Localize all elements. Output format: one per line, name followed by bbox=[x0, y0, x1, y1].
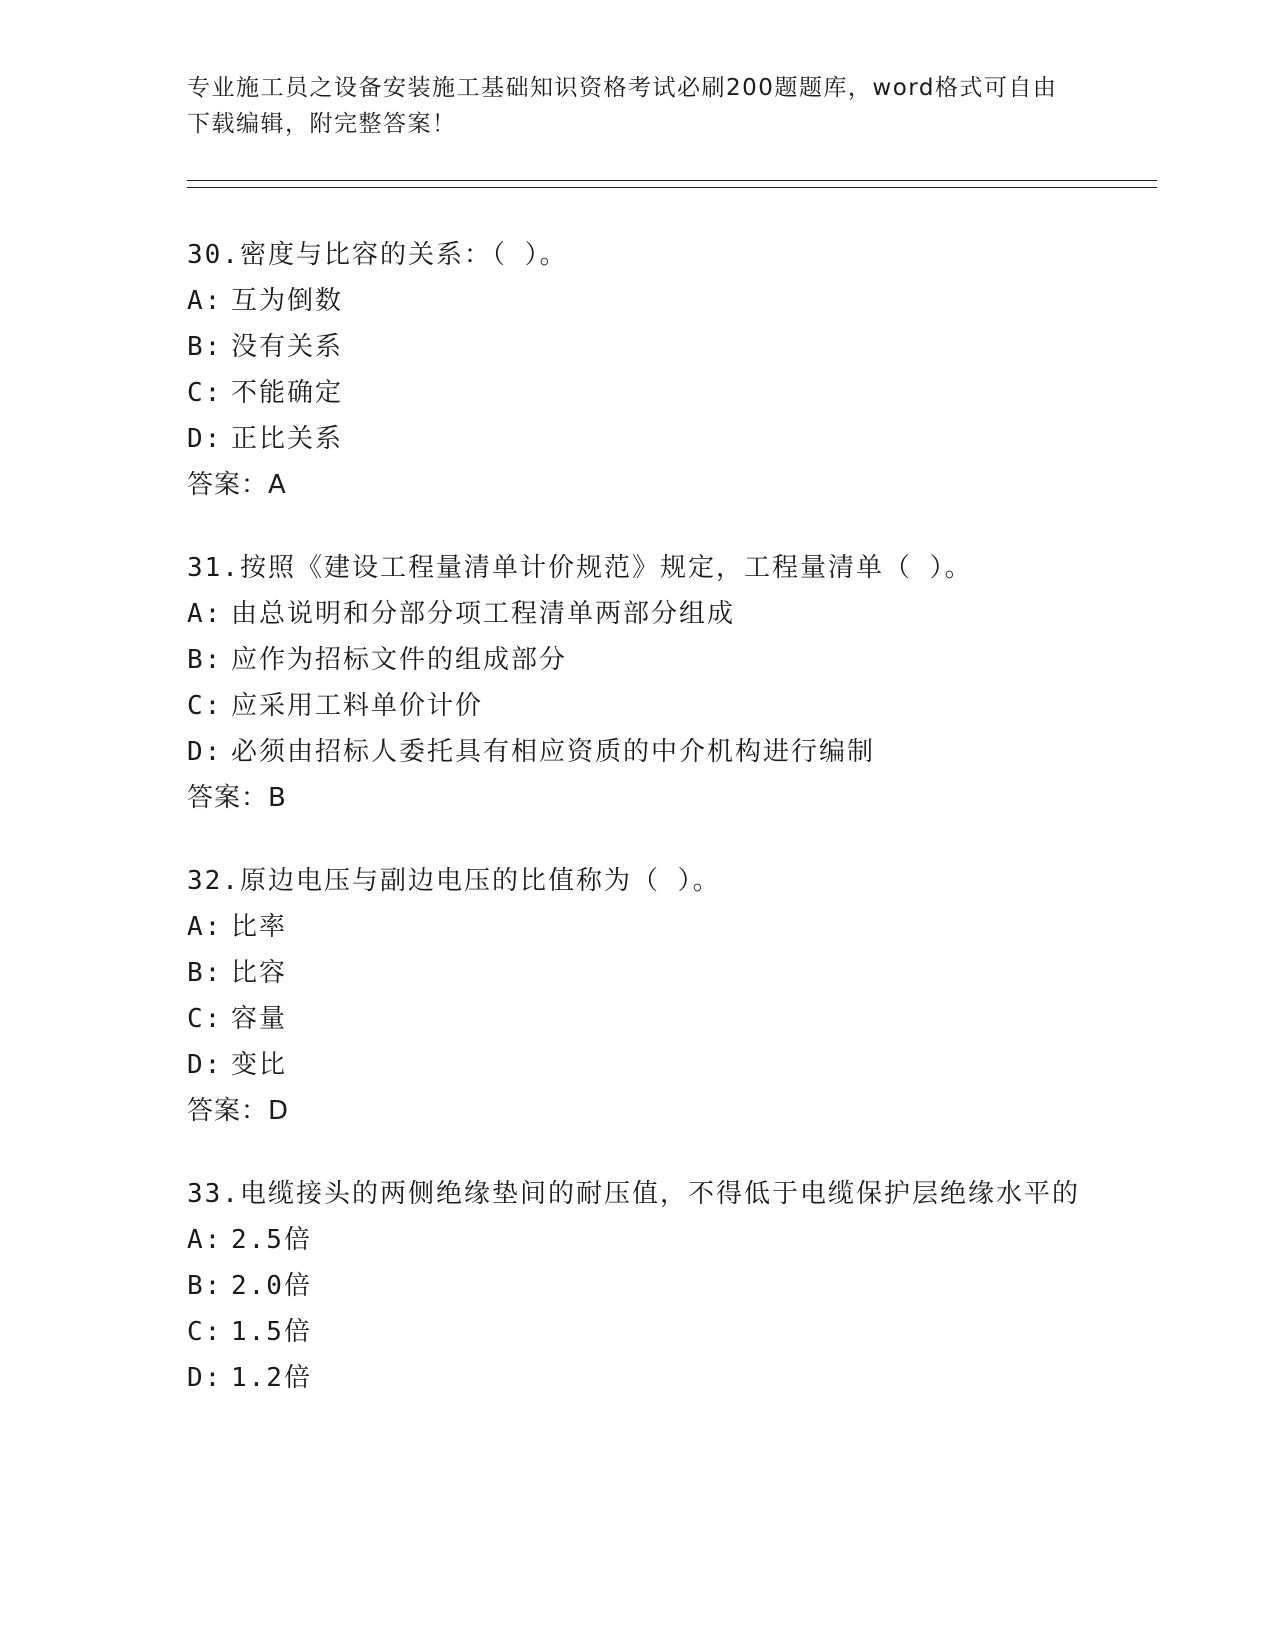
option-text: 2.5倍 bbox=[231, 1225, 312, 1255]
option-letter: D: bbox=[187, 737, 223, 767]
question-stem: 33.电缆接头的两侧绝缘垫间的耐压值，不得低于电缆保护层绝缘水平的 bbox=[187, 1179, 1080, 1209]
option-text: 互为倒数 bbox=[231, 286, 344, 316]
option-letter: D: bbox=[187, 1363, 223, 1393]
option-letter: C: bbox=[187, 1317, 223, 1347]
question-32 bbox=[187, 858, 1107, 1134]
option-text: 应作为招标文件的组成部分 bbox=[231, 645, 568, 675]
option-text: 由总说明和分部分项工程清单两部分组成 bbox=[231, 599, 736, 629]
document-header: 专业施工员之设备安装施工基础知识资格考试必刷200题题库，word格式可自由下载编辑，附完整答案！ bbox=[187, 75, 1058, 137]
option-letter: C: bbox=[187, 691, 223, 721]
option-b bbox=[187, 637, 1107, 683]
option-text: 必须由招标人委托具有相应资质的中介机构进行编制 bbox=[231, 737, 876, 767]
option-letter: D: bbox=[187, 1050, 223, 1080]
option-text: 没有关系 bbox=[231, 332, 344, 362]
option-letter: B: bbox=[187, 332, 223, 362]
question-list bbox=[187, 232, 1107, 1438]
option-text: 比率 bbox=[231, 912, 288, 942]
question-33 bbox=[187, 1171, 1107, 1401]
option-a bbox=[187, 904, 1107, 950]
option-c bbox=[187, 370, 1107, 416]
question-31 bbox=[187, 545, 1107, 821]
option-letter: B: bbox=[187, 645, 223, 675]
header-divider bbox=[187, 180, 1157, 188]
answer-line: 答案：B bbox=[187, 783, 287, 813]
question-stem: 32.原边电压与副边电压的比值称为（ ）。 bbox=[187, 866, 721, 896]
option-a bbox=[187, 278, 1107, 324]
option-letter: B: bbox=[187, 958, 223, 988]
option-letter: C: bbox=[187, 378, 223, 408]
option-letter: B: bbox=[187, 1271, 223, 1301]
option-text: 容量 bbox=[231, 1004, 288, 1034]
option-text: 正比关系 bbox=[231, 424, 344, 454]
question-stem: 30.密度与比容的关系：（ ）。 bbox=[187, 240, 568, 270]
option-text: 比容 bbox=[231, 958, 288, 988]
option-text: 1.5倍 bbox=[231, 1317, 312, 1347]
answer-line: 答案：A bbox=[187, 470, 287, 500]
option-d bbox=[187, 416, 1107, 462]
option-text: 不能确定 bbox=[231, 378, 344, 408]
option-c bbox=[187, 1309, 1107, 1355]
option-d bbox=[187, 1042, 1107, 1088]
option-b bbox=[187, 950, 1107, 996]
option-letter: D: bbox=[187, 424, 223, 454]
option-letter: A: bbox=[187, 286, 223, 316]
option-letter: A: bbox=[187, 912, 223, 942]
option-letter: A: bbox=[187, 1225, 223, 1255]
option-b bbox=[187, 1263, 1107, 1309]
option-text: 2.0倍 bbox=[231, 1271, 312, 1301]
option-letter: C: bbox=[187, 1004, 223, 1034]
option-letter: A: bbox=[187, 599, 223, 629]
option-text: 1.2倍 bbox=[231, 1363, 312, 1393]
question-30 bbox=[187, 232, 1107, 508]
option-c bbox=[187, 683, 1107, 729]
question-stem: 31.按照《建设工程量清单计价规范》规定，工程量清单（ ）。 bbox=[187, 553, 973, 583]
option-d bbox=[187, 729, 1107, 775]
option-c bbox=[187, 996, 1107, 1042]
option-b bbox=[187, 324, 1107, 370]
option-text: 应采用工料单价计价 bbox=[231, 691, 484, 721]
answer-line: 答案：D bbox=[187, 1096, 290, 1126]
option-a bbox=[187, 1217, 1107, 1263]
option-text: 变比 bbox=[231, 1050, 288, 1080]
option-a bbox=[187, 591, 1107, 637]
option-d bbox=[187, 1355, 1107, 1401]
